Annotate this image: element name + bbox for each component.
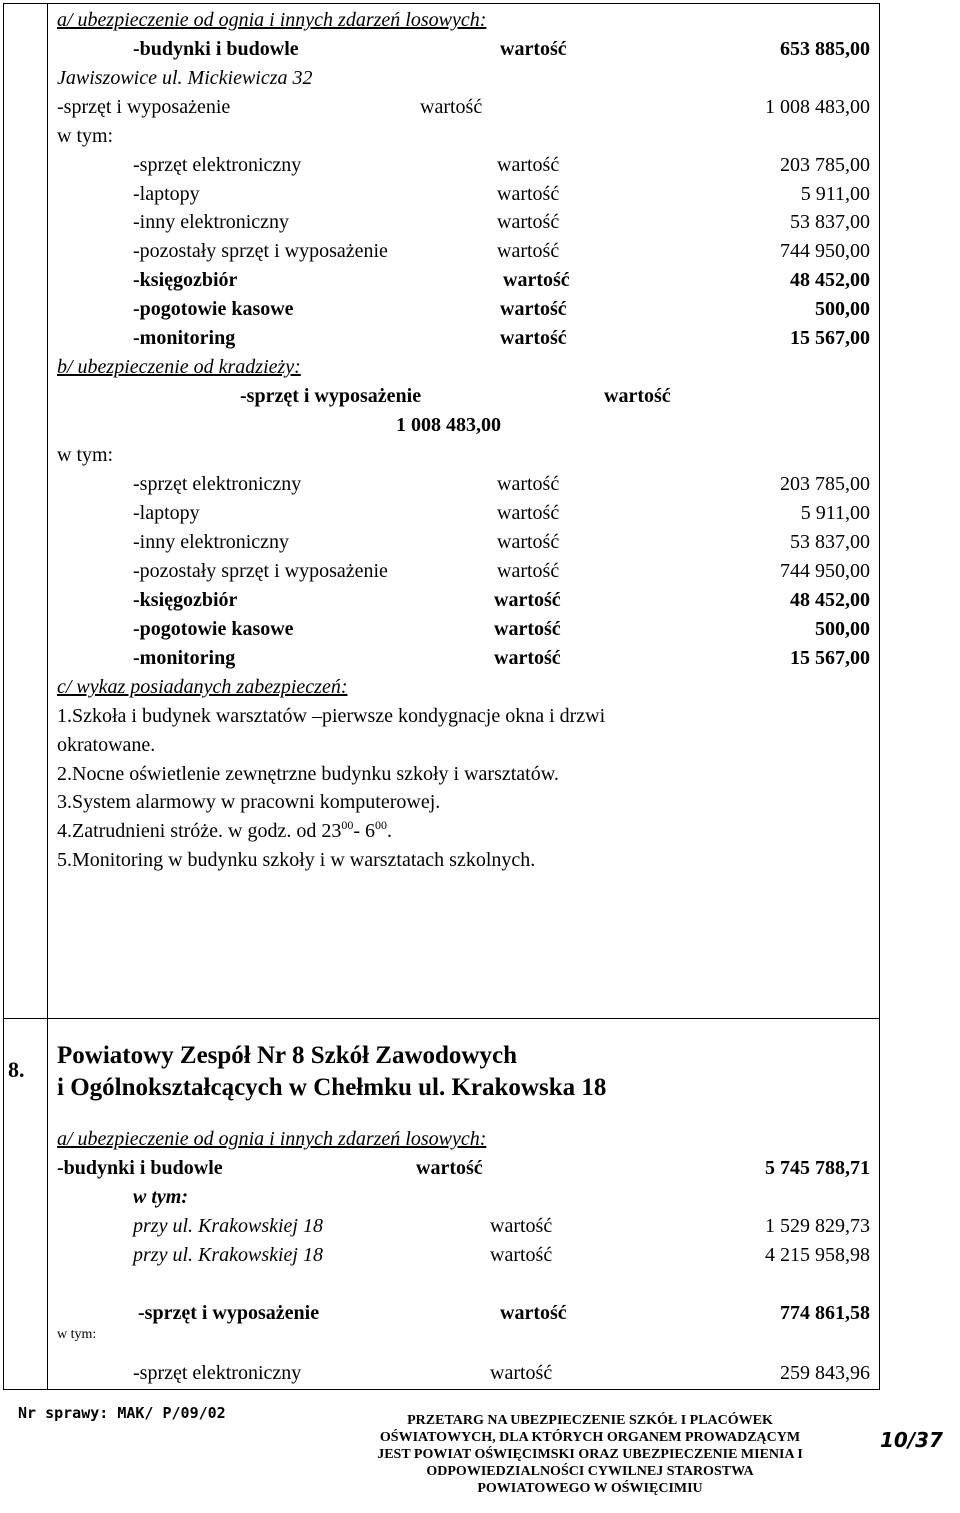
bold-item-value: 15 567,00	[790, 647, 870, 669]
bold-item-value: 500,00	[815, 618, 870, 640]
item-wartosc: wartość	[497, 240, 560, 262]
footer-line: OŚWIATOWYCH, DLA KTÓRYCH ORGANEM PROWADZĄCYM	[379, 1430, 801, 1445]
item-wartosc: wartość	[497, 502, 560, 524]
bold-item-wartosc: wartość	[494, 647, 561, 669]
bold-item-label: -monitoring	[133, 647, 236, 669]
bold-item-value: 15 567,00	[790, 327, 870, 349]
item-value: 203 785,00	[780, 473, 870, 495]
item-value: 5 911,00	[800, 502, 870, 524]
security-item: 2.Nocne oświetlenie zewnętrzne budynku szkoły i warsztatów.	[57, 763, 559, 785]
elektr-label: -sprzęt elektroniczny	[133, 1362, 302, 1384]
b-sprzet-label: -sprzęt i wyposażenie	[240, 385, 422, 407]
bold-item-label: -pogotowie kasowe	[133, 298, 294, 320]
sprzet-label: -sprzęt i wyposażenie	[138, 1302, 320, 1324]
sprzet-wartosc: wartość	[500, 1302, 567, 1324]
footer-line: PRZETARG NA UBEZPIECZENIE SZKÓŁ I PLACÓWEK	[407, 1413, 773, 1428]
security-text: - 6	[353, 820, 376, 842]
footer-line: ODPOWIEDZIALNOŚCI CYWILNEJ STAROSTWA	[426, 1464, 754, 1479]
item-wartosc: wartość	[497, 473, 560, 495]
item-value: 744 950,00	[780, 240, 870, 262]
bold-item-wartosc: wartość	[494, 589, 561, 611]
item-value: 744 950,00	[780, 560, 870, 582]
sprzet-value: 774 861,58	[780, 1302, 870, 1324]
page-number: 10/37	[880, 1428, 943, 1452]
column-divider	[47, 3, 48, 1390]
item-value: 203 785,00	[780, 154, 870, 176]
sub-value: 4 215 958,98	[765, 1244, 870, 1266]
case-number: Nr sprawy: MAK/ P/09/02	[18, 1404, 226, 1422]
row-number: 8.	[8, 1057, 25, 1082]
bold-item-wartosc: wartość	[500, 327, 567, 349]
item-label: -laptopy	[133, 183, 200, 205]
footer-line: JEST POWIAT OŚWIĘCIMSKI ORAZ UBEZPIECZENIE MIENIA I	[377, 1447, 803, 1462]
security-item: 5.Monitoring w budynku szkoły i w warsztatach szkolnych.	[57, 849, 536, 871]
w-tym: w tym:	[57, 1327, 97, 1342]
school-heading: Powiatowy Zespół Nr 8 Szkół Zawodowych	[57, 1042, 517, 1069]
bold-item-value: 48 452,00	[790, 269, 870, 291]
item-wartosc: wartość	[497, 560, 560, 582]
item-wartosc: wartość	[497, 183, 560, 205]
item-label: -pozostały sprzęt i wyposażenie	[133, 240, 388, 262]
footer-title	[320, 1412, 860, 1497]
sprzet-value: 1 008 483,00	[765, 96, 870, 118]
sub-label: przy ul. Krakowskiej 18	[133, 1215, 323, 1237]
sprzet-label: -sprzęt i wyposażenie	[57, 96, 231, 118]
budynki-value: 5 745 788,71	[765, 1157, 870, 1179]
item-value: 53 837,00	[790, 531, 870, 553]
b-sprzet-value: 1 008 483,00	[396, 414, 501, 436]
budynki-wartosc: wartość	[500, 38, 567, 60]
superscript: 00	[375, 818, 388, 832]
item-value: 5 911,00	[800, 183, 870, 205]
budynki-label: -budynki i budowle	[57, 1157, 223, 1179]
sprzet-wartosc: wartość	[420, 96, 483, 118]
w-tym: w tym:	[57, 125, 114, 147]
school-heading: i Ogólnokształcących w Chełmku ul. Krakowska 18	[57, 1074, 607, 1101]
section-b-title: b/ ubezpieczenie od kradzieży:	[57, 356, 301, 378]
bold-item-value: 500,00	[815, 298, 870, 320]
item-wartosc: wartość	[497, 531, 560, 553]
location: Jawiszowice ul. Mickiewicza 32	[57, 67, 313, 89]
elektr-wartosc: wartość	[490, 1362, 553, 1384]
bold-item-wartosc: wartość	[503, 269, 570, 291]
bold-item-label: -pogotowie kasowe	[133, 618, 294, 640]
section-a-title: a/ ubezpieczenie od ognia i innych zdarzeń losowych:	[57, 1128, 487, 1150]
budynki-label: -budynki i budowle	[133, 38, 299, 60]
sub-wartosc: wartość	[490, 1215, 553, 1237]
item-label: -sprzęt elektroniczny	[133, 473, 302, 495]
bold-item-wartosc: wartość	[494, 618, 561, 640]
footer-line: POWIATOWEGO W OŚWIĘCIMIU	[477, 1481, 703, 1496]
bold-item-label: -księgozbiór	[133, 269, 238, 291]
elektr-value: 259 843,96	[780, 1362, 870, 1384]
security-item-cont: okratowane.	[57, 734, 156, 756]
b-sprzet-wartosc: wartość	[604, 385, 671, 407]
item-value: 53 837,00	[790, 211, 870, 233]
bold-item-wartosc: wartość	[500, 298, 567, 320]
item-label: -inny elektroniczny	[133, 211, 290, 233]
item-label: -laptopy	[133, 502, 200, 524]
sub-wartosc: wartość	[490, 1244, 553, 1266]
budynki-wartosc: wartość	[416, 1157, 483, 1179]
sub-label: przy ul. Krakowskiej 18	[133, 1244, 323, 1266]
security-item	[57, 819, 392, 843]
superscript: 00	[341, 818, 354, 832]
item-wartosc: wartość	[497, 211, 560, 233]
bold-item-value: 48 452,00	[790, 589, 870, 611]
section-c-title: c/ wykaz posiadanych zabezpieczeń:	[57, 676, 348, 698]
w-tym: w tym:	[57, 444, 114, 466]
security-text: 4.Zatrudnieni stróże. w godz. od 23	[57, 820, 342, 842]
security-text: .	[387, 820, 393, 842]
item-label: -inny elektroniczny	[133, 531, 290, 553]
section-a-title: a/ ubezpieczenie od ognia i innych zdarzeń losowych:	[57, 9, 487, 31]
budynki-value: 653 885,00	[780, 38, 870, 60]
item-label: -pozostały sprzęt i wyposażenie	[133, 560, 388, 582]
security-item: 3.System alarmowy w pracowni komputerowej.	[57, 791, 441, 813]
item-label: -sprzęt elektroniczny	[133, 154, 302, 176]
row-divider	[3, 1018, 880, 1019]
sub-value: 1 529 829,73	[765, 1215, 870, 1237]
security-item: 1.Szkoła i budynek warsztatów –pierwsze kondygnacje okna i drzwi	[57, 705, 606, 727]
w-tym: w tym:	[133, 1186, 188, 1208]
bold-item-label: -księgozbiór	[133, 589, 238, 611]
item-wartosc: wartość	[497, 154, 560, 176]
bold-item-label: -monitoring	[133, 327, 236, 349]
